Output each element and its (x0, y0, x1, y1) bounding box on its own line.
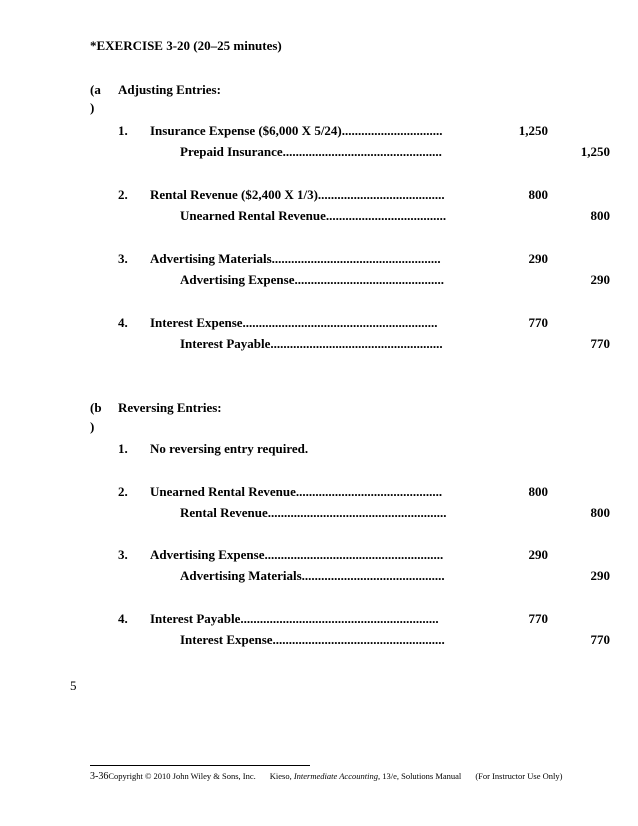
credit-account: Interest Expense..................................................... (180, 632, 445, 647)
entry-number: 1. (118, 123, 128, 138)
entry-number: 1. (118, 441, 128, 456)
debit-account: Interest Payable............................................................. (150, 611, 439, 626)
debit-amount: 800 (528, 187, 548, 202)
section-b-marker-close: ) (90, 419, 95, 434)
credit-account: Prepaid Insurance................................................. (180, 144, 442, 159)
debit-amount: 800 (528, 484, 548, 499)
section-b-heading: Reversing Entries: (118, 400, 222, 415)
section-a-heading: Adjusting Entries: (118, 82, 221, 97)
credit-amount: 800 (590, 208, 610, 223)
section-a-marker: (a (90, 82, 101, 97)
credit-account: Rental Revenue....................................................... (180, 505, 447, 520)
footer-note: (For Instructor Use Only) (475, 771, 563, 781)
debit-account: Interest Expense............................................................ (150, 315, 438, 330)
footer-book-title: Intermediate Accounting, (293, 771, 381, 781)
entry-number: 4. (118, 611, 128, 626)
entry-number: 2. (118, 187, 128, 202)
credit-amount: 290 (590, 568, 610, 583)
no-entry-note: No reversing entry required. (150, 441, 309, 456)
entry-number: 4. (118, 315, 128, 330)
debit-account: Advertising Materials.................................................... (150, 251, 441, 266)
debit-account: Rental Revenue ($2,400 X 1/3)....................................... (150, 187, 445, 202)
section-a-marker-close: ) (90, 100, 95, 115)
entry-number: 3. (118, 251, 128, 266)
debit-account: Unearned Rental Revenue............................................. (150, 484, 443, 499)
credit-account: Advertising Expense.............................................. (180, 272, 444, 287)
entry-number: 2. (118, 484, 128, 499)
debit-amount: 770 (528, 315, 548, 330)
section-b-marker: (b (90, 400, 102, 415)
debit-account: Advertising Expense....................................................... (150, 547, 444, 562)
credit-amount: 770 (590, 336, 610, 351)
debit-account: Insurance Expense ($6,000 X 5/24)............................... (150, 123, 443, 138)
footer-author: Kieso, (269, 771, 294, 781)
footer-copyright: Copyright © 2010 John Wiley & Sons, Inc. (108, 771, 256, 781)
debit-amount: 290 (528, 251, 548, 266)
debit-amount: 1,250 (518, 123, 548, 138)
credit-amount: 1,250 (580, 144, 610, 159)
footer-edition: 13/e, Solutions Manual (380, 771, 462, 781)
debit-amount: 290 (528, 547, 548, 562)
footer (90, 771, 562, 782)
credit-account: Interest Payable..................................................... (180, 336, 443, 351)
credit-account: Unearned Rental Revenue..................................... (180, 208, 447, 223)
credit-amount: 770 (590, 632, 610, 647)
footer-divider (90, 765, 310, 766)
margin-number: 5 (70, 678, 77, 693)
debit-amount: 770 (528, 611, 548, 626)
credit-account: Advertising Materials............................................ (180, 568, 445, 583)
credit-amount: 800 (590, 505, 610, 520)
exercise-title: *EXERCISE 3-20 (20–25 minutes) (90, 38, 282, 53)
credit-amount: 290 (590, 272, 610, 287)
entry-number: 3. (118, 547, 128, 562)
footer-page-number: 3-36 (90, 771, 109, 782)
